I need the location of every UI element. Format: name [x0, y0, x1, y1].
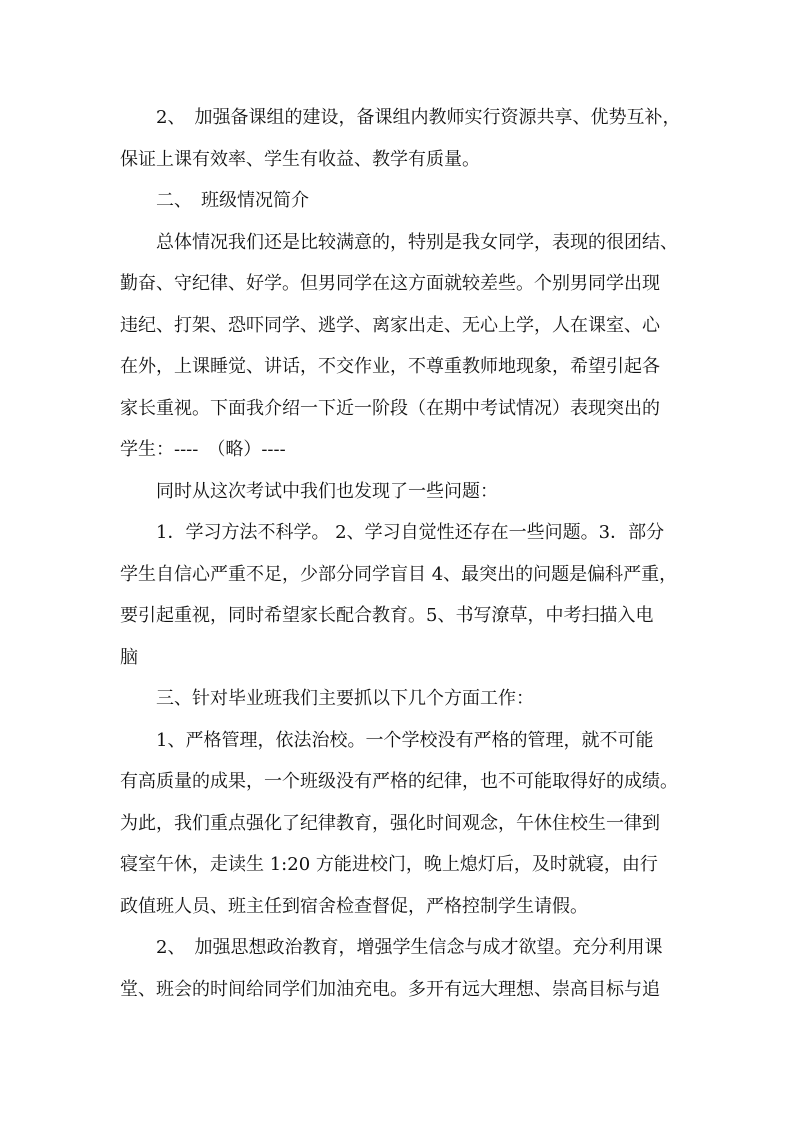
paragraph-line: 为此，我们重点强化了纪律教育，强化时间观念，午休住校生一律到: [120, 813, 660, 834]
paragraph-line: 要引起重视，同时希望家长配合教育。5、书写潦草，中考扫描入电: [120, 605, 654, 626]
paragraph-line: 堂、班会的时间给同学们加油充电。多开有远大理想、崇高目标与追: [120, 979, 660, 1000]
section-heading: 二、 班级情况简介: [156, 190, 309, 211]
paragraph-line: 勤奋、守纪律、好学。但男同学在这方面就较差些。个别男同学出现: [120, 273, 660, 294]
paragraph-line: 家长重视。下面我介绍一下近一阶段（在期中考试情况）表现突出的: [120, 398, 660, 419]
paragraph-line: 违纪、打架、恐吓同学、逃学、离家出走、无心上学，人在课室、心: [120, 315, 660, 336]
paragraph-line: 2、 加强思想政治教育，增强学生信念与成才欲望。充分利用课: [156, 937, 663, 958]
paragraph-line: 政值班人员、班主任到宿舍检查督促，严格控制学生请假。: [120, 896, 588, 917]
paragraph-line: 学生自信心严重不足，少部分同学盲目 4、最突出的问题是偏科严重，: [120, 564, 678, 585]
paragraph-line: 寝室午休，走读生 1:20 方能进校门，晚上熄灯后，及时就寝，由行: [120, 854, 658, 875]
paragraph-line: 有高质量的成果，一个班级没有严格的纪律，也不可能取得好的成绩。: [120, 771, 678, 792]
paragraph-line: 脑: [120, 647, 138, 668]
paragraph-line: 保证上课有效率、学生有收益、教学有质量。: [120, 149, 480, 170]
paragraph-line: 同时从这次考试中我们也发现了一些问题：: [156, 481, 498, 502]
paragraph-line: 总体情况我们还是比较满意的，特别是我女同学，表现的很团结、: [156, 232, 678, 253]
section-heading: 三、针对毕业班我们主要抓以下几个方面工作：: [156, 688, 534, 709]
paragraph-line: 学生：---- （略）----: [120, 439, 286, 460]
paragraph-line: 1．学习方法不科学。 2、学习自觉性还存在一些问题。3．部分: [156, 522, 665, 543]
paragraph-line: 在外，上课睡觉、讲话，不交作业，不尊重教师地现象，希望引起各: [120, 356, 660, 377]
paragraph-line: 1、严格管理，依法治校。一个学校没有严格的管理，就不可能: [156, 730, 654, 751]
paragraph-line: 2、 加强备课组的建设，备课组内教师实行资源共享、优势互补，: [156, 107, 681, 128]
